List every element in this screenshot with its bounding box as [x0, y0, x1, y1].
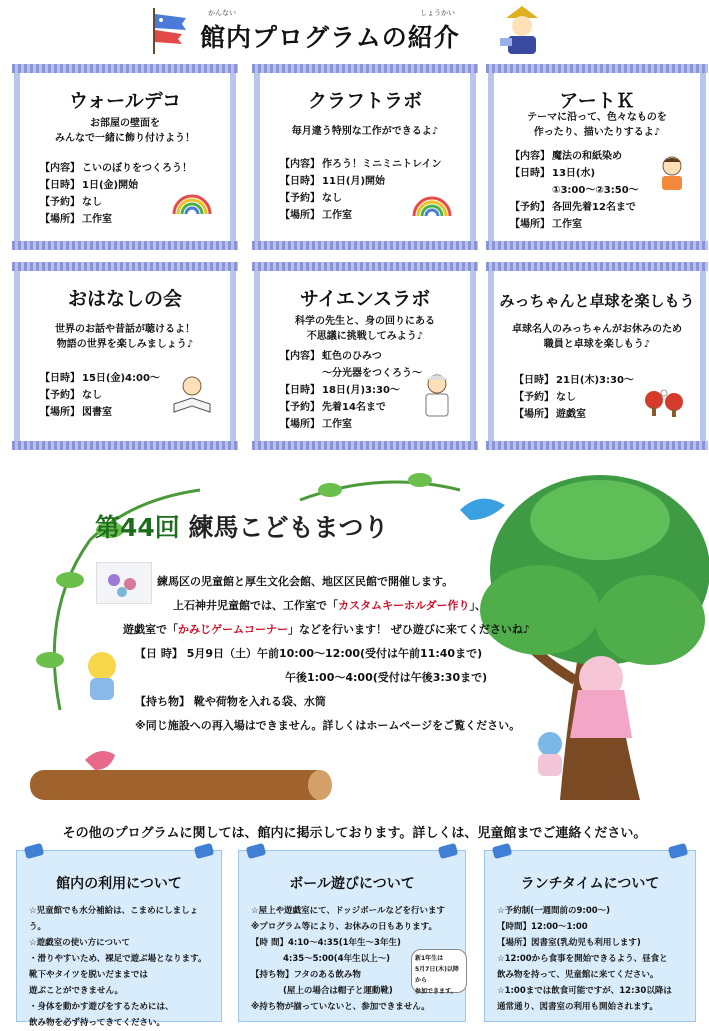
program-title: ウォールデコ [68, 90, 182, 112]
program-desc: 世界のお話や昔話が聴けるよ！ [55, 324, 195, 335]
note-title: ランチタイムについて [520, 876, 660, 892]
contact-notice: その他のプログラムに関しては、館内に掲示しております。詳しくは、児童館までご連絡ください。 [62, 826, 647, 841]
pushpin-icon [194, 843, 214, 859]
note-title: ボール遊びについて [289, 876, 415, 892]
program-details: 【日時】 15日(金)4:00～ 【予約】 なし 【場所】 図書室 [40, 373, 160, 418]
program-desc: お部屋の壁面を [90, 118, 160, 129]
ping-pong-paddles-icon [642, 388, 686, 418]
program-card-science-lab [254, 262, 476, 450]
pushpin-icon [24, 843, 44, 859]
program-details: 【内容】 作ろう！ミニミニトレイン 【日時】 11日(月)開始 【予約】 なし 【場所】 工作室 [280, 159, 442, 221]
pushpin-icon [246, 843, 266, 859]
program-title: サイエンスラボ [299, 288, 431, 310]
page-title: 館内プログラムの紹介 [200, 23, 460, 52]
note-body: ☆児童館でも水分補給は、こまめにしましょう。 ☆遊戯室の使い方について ・滑りやすいため、裸足で遊ぶ場となります。 靴下やタイツを脱いだままでは 遊ぶことができません。 ・身体を動かす遊びをするためには、 飲み物を必ず持ってきてください。 [29, 906, 207, 1028]
program-card-art-k [488, 64, 706, 250]
program-desc: みんなで一緒に飾り付けよう！ [55, 133, 195, 144]
program-desc: 職員と卓球を楽しもう♪ [543, 339, 651, 350]
program-details: 【日時】 21日(木)3:30～ 【予約】 なし 【場所】 遊戯室 [514, 375, 634, 420]
program-title: アートＫ [559, 90, 635, 112]
program-desc: 作ったり、描いたりするよ♪ [533, 127, 661, 138]
program-desc: 卓球名人のみっちゃんがお休みのため [512, 324, 682, 335]
program-card-table-tennis [488, 262, 706, 450]
note-facility-use [16, 850, 222, 1028]
scientist-icon [418, 372, 456, 420]
koinobori-icon [148, 6, 190, 56]
festival-details: 練馬区の児童館と厚生文化会館、地区区民館で開催します。 上石神井児童館では、工作室で「カスタムキーホルダー作り」、 遊戯室で「かみじゲームコーナー」などを行います！ ぜひ遊びに来てくださいね♪ 【日 時】 5月9日（土）午前10:00～12:00(受付は午前11:40まで) 午後1:00～4:00(受付は午後3:30まで) 【持ち物】 靴や荷物を入れる袋、水筒 ※同じ施設への再入場はできません。詳しくはホームページをご覧ください。 [123, 575, 530, 732]
festival-title: 第44回 練馬こどもまつり [95, 513, 389, 542]
title-ruby-left: かんない [208, 9, 236, 17]
yellow-mascot-icon [82, 648, 122, 704]
reading-child-icon [170, 374, 214, 414]
pushpin-icon [492, 843, 512, 859]
program-card-storytelling [14, 262, 236, 450]
note-ball-games [238, 850, 466, 1022]
program-title: みっちゃんと卓球を楽しもう [499, 292, 695, 310]
pink-mascot-icon [566, 650, 636, 742]
program-title: クラフトラボ [307, 90, 422, 112]
program-details: 【内容】 こいのぼりをつくろう！ 【日時】 1日(金)開始 【予約】 なし 【場所】 工作室 [40, 163, 192, 225]
note-body: ☆予約制(一週間前の9:00～) 【時間】12:00～1:00 【場所】図書室(乳幼児も利用します) ☆12:00から食事を開始できるよう、昼食と 飲み物を持って、児童館に来てください。 ☆1:00までは飲食可能ですが、12:30以降は 通常通り、図書室の利用も開始されます。 [497, 906, 672, 1012]
program-card-wall-deco [14, 64, 236, 250]
samurai-doll-icon [496, 4, 548, 58]
program-desc: 不思議に挑戦してみよう♪ [306, 331, 424, 342]
program-desc: 毎月違う特別な工作ができるよ♪ [291, 126, 439, 137]
speech-bubble: 新1年生は 5月7日(木)以降から 参加できます。 [411, 949, 467, 993]
program-card-craft-lab [254, 64, 476, 250]
program-desc: テーマに沿って、色々なものを [527, 112, 667, 123]
rainbow-icon [410, 192, 454, 218]
program-desc: 科学の先生と、身の回りにある [295, 316, 435, 327]
painter-child-icon [654, 154, 690, 194]
title-ruby-right: しょうかい [420, 9, 455, 17]
note-body: ☆屋上や遊戯室にて、ドッジボールなどを行います ※プログラム等により、お休みの日もあります。 【時 間】4:10～4:35(1年生～3年生) 4:35～5:00(4年生以上～) 【持ち物】フタのある飲み物 (屋上の場合は帽子と運動靴) ※持ち物が揃っていないと、参加できません。 [251, 906, 445, 1012]
page-header [0, 0, 709, 62]
note-title: 館内の利用について [56, 876, 182, 892]
program-details: 【内容】 魔法の和紙染め 【日時】 13日(水) ①3:00～②3:50～ 【予約】 各回先着12名まで 【場所】 工作室 [510, 151, 639, 230]
program-desc: 物語の世界を楽しみましょう♪ [56, 339, 194, 350]
pushpin-icon [438, 843, 458, 859]
rainbow-icon [170, 190, 214, 216]
program-details: 【内容】 虹色のひみつ ～分光器をつくろう～ 【日時】 18日(月)3:30～ 【予約】 先着14名まで 【場所】 工作室 [280, 351, 422, 430]
pushpin-icon [668, 843, 688, 859]
blue-mascot-icon [532, 728, 568, 778]
note-lunch-time [484, 850, 696, 1022]
program-title: おはなしの会 [67, 288, 182, 310]
